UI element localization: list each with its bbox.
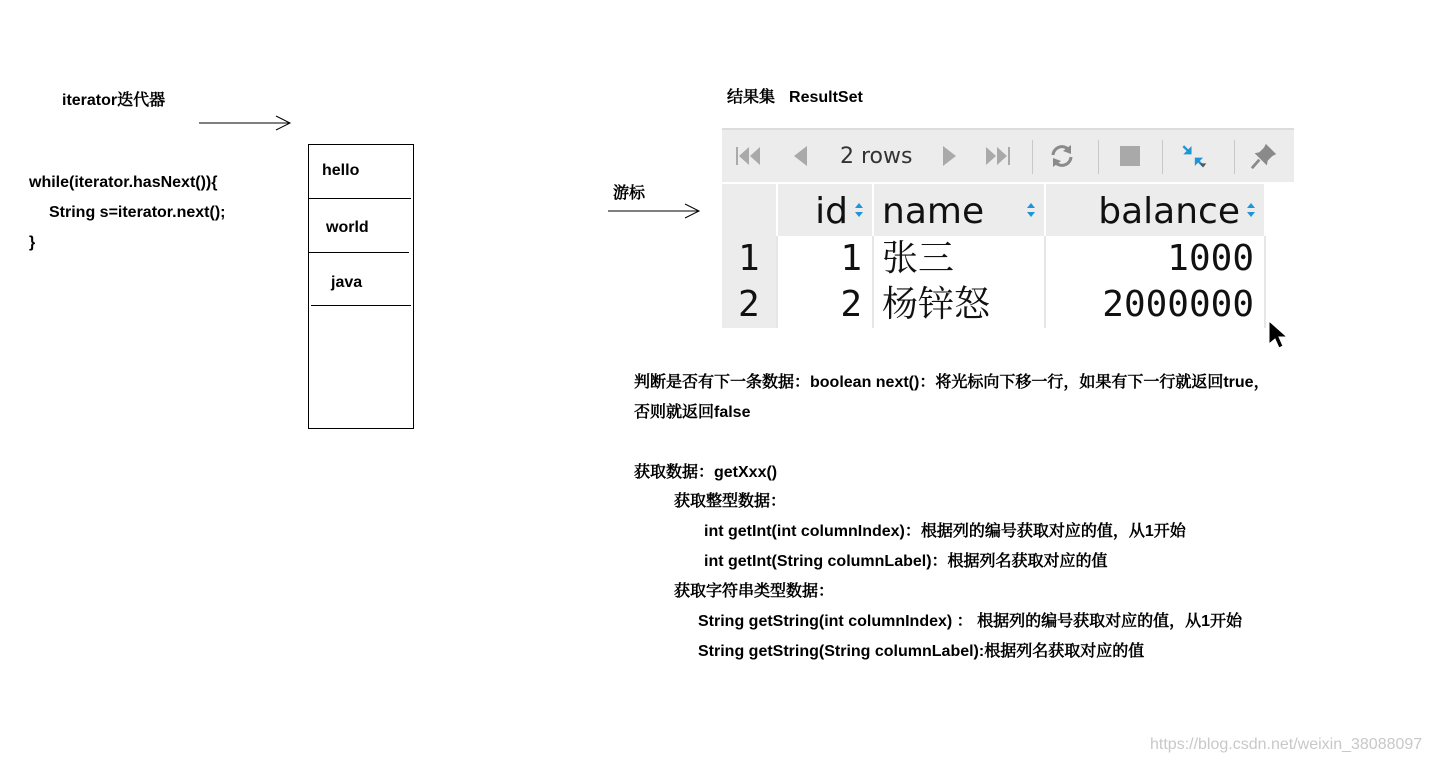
divider: [311, 305, 411, 306]
note-get-int-label: int getInt(String columnLabel)：根据列名获取对应的值: [704, 553, 1108, 570]
column-header-name-label: name: [882, 191, 985, 232]
toolbar-separator: [1234, 140, 1235, 174]
cell-id[interactable]: 1: [778, 236, 874, 282]
cursor-arrow: [607, 202, 703, 220]
column-header-name[interactable]: [874, 184, 1046, 236]
sort-icon[interactable]: [1246, 202, 1256, 218]
code-line-1: while(iterator.hasNext()){: [29, 174, 218, 191]
iterator-item-hello: hello: [322, 162, 360, 179]
first-page-icon[interactable]: [734, 142, 762, 170]
note-get-title: 获取数据：getXxx(): [634, 464, 778, 481]
code-line-2: String s=iterator.next();: [49, 204, 226, 221]
resultset-title-en: ResultSet: [789, 89, 863, 106]
toolbar-separator: [1162, 140, 1163, 174]
resultset-title-cn: 结果集: [727, 89, 776, 106]
stop-icon[interactable]: [1116, 142, 1144, 170]
cell-balance[interactable]: 1000: [1046, 236, 1266, 282]
iterator-item-world: world: [326, 219, 369, 236]
note-int-title: 获取整型数据：: [674, 493, 787, 510]
cursor-label: 游标: [613, 185, 646, 202]
resultset-title: [727, 84, 863, 107]
row-number-header: [722, 184, 778, 236]
sort-icon[interactable]: [1026, 202, 1036, 218]
row-number: 1: [722, 236, 778, 282]
iterator-arrow: [198, 114, 294, 132]
previous-icon[interactable]: [786, 142, 814, 170]
note-next-line-1: 判断是否有下一条数据：boolean next()：将光标向下移一行，如果有下一行就返回true，: [634, 374, 1270, 391]
column-header-balance[interactable]: [1046, 184, 1266, 236]
divider: [309, 198, 411, 199]
iterator-title: iterator迭代器: [62, 92, 166, 109]
grid-gutter: [708, 128, 722, 346]
resultset-grid: [708, 128, 1294, 346]
pin-icon[interactable]: [1250, 142, 1278, 170]
column-header-id[interactable]: [778, 184, 874, 236]
divider: [309, 252, 409, 253]
compare-icon[interactable]: [1180, 142, 1208, 170]
watermark: https://blog.csdn.net/weixin_38088097: [1150, 736, 1423, 753]
grid-toolbar: [722, 128, 1294, 182]
sort-icon[interactable]: [854, 202, 864, 218]
next-icon[interactable]: [936, 142, 964, 170]
note-next-line-2: 否则就返回false: [634, 404, 751, 421]
note-get-int-index: int getInt(int columnIndex)：根据列的编号获取对应的值，从1开始: [704, 523, 1186, 540]
cell-id[interactable]: 2: [778, 282, 874, 328]
refresh-icon[interactable]: [1048, 142, 1076, 170]
column-header-id-label: id: [815, 191, 848, 232]
note-get-string-index: String getString(int columnIndex) ： 根据列的编号获取对应的值，从1开始: [698, 613, 1243, 630]
column-header-balance-label: balance: [1098, 191, 1240, 232]
mouse-pointer-icon: [1268, 320, 1290, 350]
iterator-collection-box: [308, 144, 414, 429]
note-string-title: 获取字符串类型数据：: [674, 583, 835, 600]
toolbar-separator: [1098, 140, 1099, 174]
cell-name[interactable]: 张三: [874, 236, 1046, 282]
toolbar-separator: [1032, 140, 1033, 174]
row-number: 2: [722, 282, 778, 328]
cell-name[interactable]: 杨锌怒: [874, 282, 1046, 328]
last-page-icon[interactable]: [984, 142, 1012, 170]
row-count-label: 2 rows: [840, 144, 913, 169]
code-line-3: }: [29, 234, 36, 251]
cell-balance[interactable]: 2000000: [1046, 282, 1266, 328]
iterator-item-java: java: [331, 274, 363, 291]
note-get-string-label: String getString(String columnLabel):根据列名获取对应的值: [698, 643, 1145, 660]
